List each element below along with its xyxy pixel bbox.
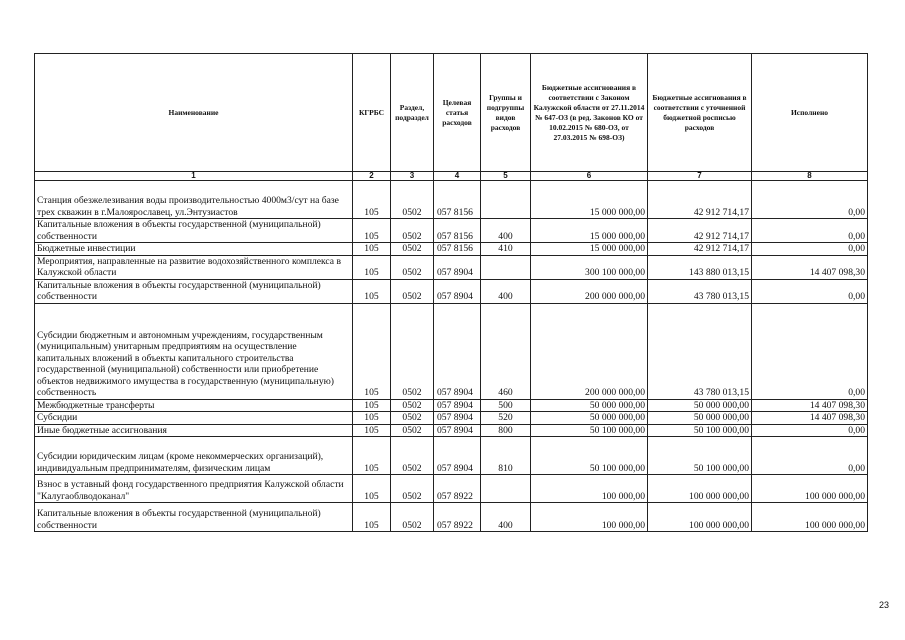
cell-law-amount: 15 000 000,00 xyxy=(531,219,648,243)
cell-section: 0502 xyxy=(391,303,434,399)
cell-executed-amount: 0,00 xyxy=(752,181,868,219)
cell-section: 0502 xyxy=(391,399,434,412)
header-name: Наименование xyxy=(35,54,353,172)
cell-section: 0502 xyxy=(391,181,434,219)
cell-section: 0502 xyxy=(391,475,434,503)
column-number: 1 xyxy=(35,172,353,181)
cell-target: 057 8904 xyxy=(434,412,481,425)
cell-revised-amount: 42 912 714,17 xyxy=(648,219,752,243)
cell-revised-amount: 43 780 013,15 xyxy=(648,303,752,399)
page-number: 23 xyxy=(879,600,890,610)
cell-law-amount: 15 000 000,00 xyxy=(531,243,648,256)
cell-law-amount: 200 000 000,00 xyxy=(531,303,648,399)
cell-revised-amount: 50 100 000,00 xyxy=(648,424,752,437)
cell-section: 0502 xyxy=(391,255,434,279)
cell-executed-amount: 100 000 000,00 xyxy=(752,503,868,532)
cell-kgrbs: 105 xyxy=(353,219,391,243)
cell-kgrbs: 105 xyxy=(353,503,391,532)
budget-table xyxy=(34,53,868,532)
cell-target: 057 8904 xyxy=(434,399,481,412)
column-number: 6 xyxy=(531,172,648,181)
cell-target: 057 8922 xyxy=(434,503,481,532)
cell-section: 0502 xyxy=(391,219,434,243)
cell-law-amount: 50 000 000,00 xyxy=(531,412,648,425)
cell-target: 057 8904 xyxy=(434,255,481,279)
cell-law-amount: 50 000 000,00 xyxy=(531,399,648,412)
table-row xyxy=(35,503,868,532)
cell-law-amount: 50 100 000,00 xyxy=(531,437,648,475)
cell-group: 400 xyxy=(481,279,531,303)
cell-target: 057 8904 xyxy=(434,424,481,437)
cell-group xyxy=(481,255,531,279)
table-row xyxy=(35,219,868,243)
cell-group: 410 xyxy=(481,243,531,256)
table-row xyxy=(35,412,868,425)
column-number: 5 xyxy=(481,172,531,181)
table-row xyxy=(35,303,868,399)
cell-name: Станция обезжелезивания воды производительностью 4000м3/сут на базе трех скважин в г.Малоярославец, ул.Энтузиастов xyxy=(35,181,353,219)
cell-name: Взнос в уставный фонд государственного предприятия Калужской области "Калугаоблводоканал" xyxy=(35,475,353,503)
column-number: 7 xyxy=(648,172,752,181)
cell-group: 520 xyxy=(481,412,531,425)
cell-revised-amount: 42 912 714,17 xyxy=(648,243,752,256)
cell-name: Капитальные вложения в объекты государственной (муниципальной) собственности xyxy=(35,279,353,303)
table-row xyxy=(35,243,868,256)
cell-target: 057 8156 xyxy=(434,219,481,243)
cell-kgrbs: 105 xyxy=(353,303,391,399)
cell-name: Капитальные вложения в объекты государственной (муниципальной) собственности xyxy=(35,219,353,243)
column-number: 4 xyxy=(434,172,481,181)
table-row xyxy=(35,437,868,475)
cell-law-amount: 50 100 000,00 xyxy=(531,424,648,437)
table-row xyxy=(35,424,868,437)
cell-target: 057 8904 xyxy=(434,303,481,399)
cell-revised-amount: 100 000 000,00 xyxy=(648,503,752,532)
cell-executed-amount: 0,00 xyxy=(752,424,868,437)
cell-kgrbs: 105 xyxy=(353,399,391,412)
cell-name: Иные бюджетные ассигнования xyxy=(35,424,353,437)
table-body xyxy=(35,181,868,532)
table-row xyxy=(35,181,868,219)
cell-executed-amount: 0,00 xyxy=(752,219,868,243)
column-number: 3 xyxy=(391,172,434,181)
cell-law-amount: 100 000,00 xyxy=(531,503,648,532)
cell-revised-amount: 50 100 000,00 xyxy=(648,437,752,475)
column-number: 2 xyxy=(353,172,391,181)
cell-section: 0502 xyxy=(391,279,434,303)
cell-kgrbs: 105 xyxy=(353,424,391,437)
table-row xyxy=(35,255,868,279)
cell-group xyxy=(481,475,531,503)
cell-name: Субсидии юридическим лицам (кроме некоммерческих организаций), индивидуальным предпринимателям, физическим лицам xyxy=(35,437,353,475)
column-number: 8 xyxy=(752,172,868,181)
cell-executed-amount: 0,00 xyxy=(752,243,868,256)
cell-law-amount: 15 000 000,00 xyxy=(531,181,648,219)
cell-executed-amount: 14 407 098,30 xyxy=(752,399,868,412)
cell-group xyxy=(481,181,531,219)
cell-target: 057 8922 xyxy=(434,475,481,503)
table-row xyxy=(35,279,868,303)
cell-law-amount: 100 000,00 xyxy=(531,475,648,503)
header-target: Целевая статья расходов xyxy=(434,54,481,172)
cell-kgrbs: 105 xyxy=(353,279,391,303)
header-row xyxy=(35,54,868,172)
cell-revised-amount: 42 912 714,17 xyxy=(648,181,752,219)
cell-section: 0502 xyxy=(391,424,434,437)
cell-name: Межбюджетные трансферты xyxy=(35,399,353,412)
cell-group: 460 xyxy=(481,303,531,399)
cell-executed-amount: 0,00 xyxy=(752,303,868,399)
cell-section: 0502 xyxy=(391,437,434,475)
cell-name: Субсидии бюджетным и автономным учреждениям, государственным (муниципальным) унитарным предприятиям на осуществление капитальных вложений в объекты капитального строительства государственной (муниципальной) собственности или приобретение объектов недвижимого имущества в государственную (муниципальную) собственность xyxy=(35,303,353,399)
cell-target: 057 8156 xyxy=(434,181,481,219)
table-row xyxy=(35,399,868,412)
cell-law-amount: 200 000 000,00 xyxy=(531,279,648,303)
cell-kgrbs: 105 xyxy=(353,437,391,475)
cell-law-amount: 300 100 000,00 xyxy=(531,255,648,279)
cell-kgrbs: 105 xyxy=(353,475,391,503)
cell-revised-amount: 100 000 000,00 xyxy=(648,475,752,503)
cell-kgrbs: 105 xyxy=(353,243,391,256)
cell-group: 810 xyxy=(481,437,531,475)
cell-executed-amount: 100 000 000,00 xyxy=(752,475,868,503)
cell-group: 400 xyxy=(481,503,531,532)
header-law-allocations: Бюджетные ассигнования в соответствии с Законом Калужской области от 27.11.2014 № 647-ОЗ (в ред. Законов КО от 10.02.2015 № 680-ОЗ, от 27.03.2015 № 698-ОЗ) xyxy=(531,54,648,172)
cell-name: Субсидии xyxy=(35,412,353,425)
header-revised-allocations: Бюджетные ассигнования в соответствии с уточненной бюджетной росписью расходов xyxy=(648,54,752,172)
cell-revised-amount: 50 000 000,00 xyxy=(648,412,752,425)
cell-target: 057 8156 xyxy=(434,243,481,256)
cell-section: 0502 xyxy=(391,412,434,425)
cell-section: 0502 xyxy=(391,243,434,256)
header-executed: Исполнено xyxy=(752,54,868,172)
cell-executed-amount: 0,00 xyxy=(752,437,868,475)
cell-executed-amount: 14 407 098,30 xyxy=(752,412,868,425)
cell-revised-amount: 143 880 013,15 xyxy=(648,255,752,279)
table-row xyxy=(35,475,868,503)
cell-name: Мероприятия, направленные на развитие водохозяйственного комплекса в Калужской области xyxy=(35,255,353,279)
cell-group: 500 xyxy=(481,399,531,412)
cell-kgrbs: 105 xyxy=(353,255,391,279)
cell-kgrbs: 105 xyxy=(353,412,391,425)
cell-target: 057 8904 xyxy=(434,437,481,475)
header-kgrbs: КГРБС xyxy=(353,54,391,172)
cell-group: 400 xyxy=(481,219,531,243)
cell-revised-amount: 50 000 000,00 xyxy=(648,399,752,412)
cell-executed-amount: 14 407 098,30 xyxy=(752,255,868,279)
cell-kgrbs: 105 xyxy=(353,181,391,219)
cell-name: Капитальные вложения в объекты государственной (муниципальной) собственности xyxy=(35,503,353,532)
cell-name: Бюджетные инвестиции xyxy=(35,243,353,256)
header-section: Раздел, подраздел xyxy=(391,54,434,172)
header-group: Группы и подгруппы видов расходов xyxy=(481,54,531,172)
cell-executed-amount: 0,00 xyxy=(752,279,868,303)
cell-section: 0502 xyxy=(391,503,434,532)
cell-target: 057 8904 xyxy=(434,279,481,303)
cell-group: 800 xyxy=(481,424,531,437)
cell-revised-amount: 43 780 013,15 xyxy=(648,279,752,303)
column-number-row xyxy=(35,172,868,181)
